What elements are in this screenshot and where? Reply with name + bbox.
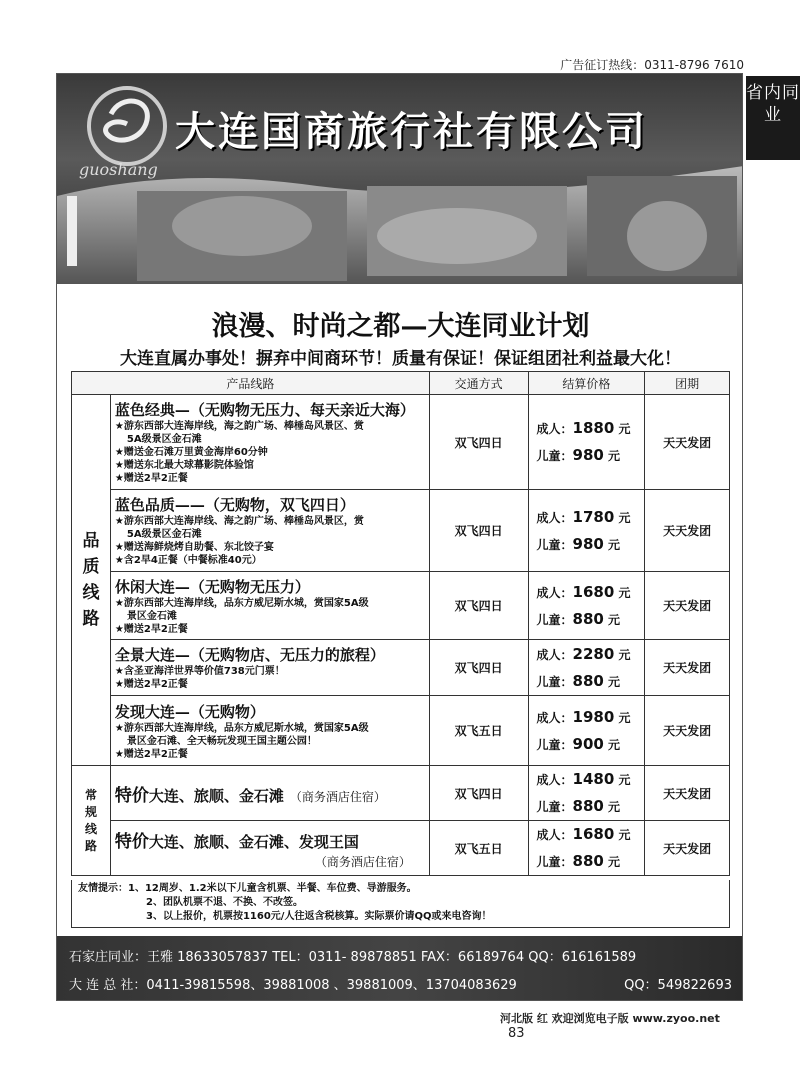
ad-hotline: 广告征订热线：0311-8796 7610 xyxy=(560,58,744,72)
contact-dalian: 大 连 总 社：0411-39815598、39881008 、39881009、13704083629 xyxy=(69,978,517,993)
tour-price-table xyxy=(71,371,730,876)
contact-footer xyxy=(57,936,743,1001)
table-row xyxy=(72,696,730,766)
col-header-price: 结算价格 xyxy=(528,372,645,395)
transport-cell: 双飞五日 xyxy=(429,696,528,766)
group-quality-routes: 品 质 线 路 xyxy=(72,395,111,766)
table-row xyxy=(72,490,730,572)
company-name: 大连国商旅行社有限公司 xyxy=(175,109,648,155)
price-cell: 成人：1980 元 儿童：900 元 xyxy=(528,696,645,766)
route-cell: 休闲大连—（无购物无压力） ★游东西部大连海岸线，品东方威尼斯水城，赏国家5A级 景区金石滩 ★赠送2早2正餐 xyxy=(110,572,429,640)
section-tab: 省内同业 xyxy=(746,76,800,160)
price-cell: 成人：1480 元 儿童：880 元 xyxy=(528,766,645,821)
company-logo-icon xyxy=(81,84,173,168)
schedule-cell: 天天发团 xyxy=(645,572,730,640)
table-row xyxy=(72,395,730,490)
page-footer-text: 河北版 红 欢迎浏览电子版 www.zyoo.net xyxy=(500,1012,720,1025)
transport-cell: 双飞四日 xyxy=(429,640,528,696)
page-number: 83 xyxy=(508,1026,525,1041)
table-row xyxy=(72,572,730,640)
contact-dalian-qq: QQ：549822693 xyxy=(624,978,732,993)
price-cell: 成人：2280 元 儿童：880 元 xyxy=(528,640,645,696)
transport-cell: 双飞四日 xyxy=(429,490,528,572)
main-slogan: 浪漫、时尚之都—大连同业计划 xyxy=(211,311,590,342)
transport-cell: 双飞四日 xyxy=(429,395,528,490)
header-banner xyxy=(57,74,743,264)
schedule-cell: 天天发团 xyxy=(645,696,730,766)
route-cell: 蓝色经典—（无购物无压力、每天亲近大海） ★游东西部大连海岸线，海之韵广场、棒棰岛风景区、赏 5A级景区金石滩 ★赠送金石滩万里黄金海岸60分钟 ★赠送东北最大球幕影院体验馆 ★赠送2早2正餐 xyxy=(110,395,429,490)
table-row xyxy=(72,640,730,696)
table-row xyxy=(72,821,730,876)
col-header-schedule: 团期 xyxy=(645,372,730,395)
price-cell: 成人：1880 元 儿童：980 元 xyxy=(528,395,645,490)
transport-cell: 双飞四日 xyxy=(429,766,528,821)
price-cell: 成人：1680 元 儿童：880 元 xyxy=(528,572,645,640)
group-regular-routes: 常 规 线 路 xyxy=(72,766,111,876)
route-cell: 蓝色品质——（无购物，双飞四日） ★游东西部大连海岸线、海之韵广场、棒棰岛风景区，赏 5A级景区金石滩 ★赠送海鲜烧烤自助餐、东北饺子宴 ★含2早4正餐（中餐标准40元） xyxy=(110,490,429,572)
contact-shijiazhuang: 石家庄同业：王雅 18633057837 TEL：0311- 89878851 FAX：66189764 QQ：616161589 xyxy=(69,950,637,965)
schedule-cell: 天天发团 xyxy=(645,821,730,876)
transport-cell: 双飞五日 xyxy=(429,821,528,876)
route-cell: 特价大连、旅顺、金石滩、发现王国 （商务酒店住宿） xyxy=(110,821,429,876)
logo-wordmark: guoshang xyxy=(79,160,158,179)
schedule-cell: 天天发团 xyxy=(645,640,730,696)
table-row xyxy=(72,766,730,821)
ad-frame xyxy=(56,73,743,1001)
col-header-transport: 交通方式 xyxy=(429,372,528,395)
schedule-cell: 天天发团 xyxy=(645,395,730,490)
price-cell: 成人：1680 元 儿童：880 元 xyxy=(528,821,645,876)
page-footer xyxy=(500,1010,740,1041)
friendly-tips: 友情提示：1、12周岁、1.2米以下儿童含机票、半餐、车位费、导游服务。 2、团队机票不退、不换、不改签。 3、以上报价，机票按1160元/人往返含税核算。实际票价请QQ或来电咨询！ xyxy=(71,880,730,928)
sub-slogan: 大连直属办事处！摒弃中间商环节！质量有保证！保证组团社利益最大化！ xyxy=(120,349,681,369)
transport-cell: 双飞四日 xyxy=(429,572,528,640)
col-header-route: 产品线路 xyxy=(72,372,430,395)
table-header-row xyxy=(72,372,730,395)
route-cell: 发现大连—（无购物） ★游东西部大连海岸线，品东方威尼斯水城，赏国家5A级 景区金石滩、全天畅玩发现王国主题公园！ ★赠送2早2正餐 xyxy=(110,696,429,766)
scenery-photo-strip xyxy=(57,166,743,284)
schedule-cell: 天天发团 xyxy=(645,766,730,821)
route-cell: 特价大连、旅顺、金石滩 （商务酒店住宿） xyxy=(110,766,429,821)
route-cell: 全景大连—（无购物店、无压力的旅程） ★含圣亚海洋世界等价值738元门票！ ★赠送2早2正餐 xyxy=(110,640,429,696)
schedule-cell: 天天发团 xyxy=(645,490,730,572)
price-cell: 成人：1780 元 儿童：980 元 xyxy=(528,490,645,572)
